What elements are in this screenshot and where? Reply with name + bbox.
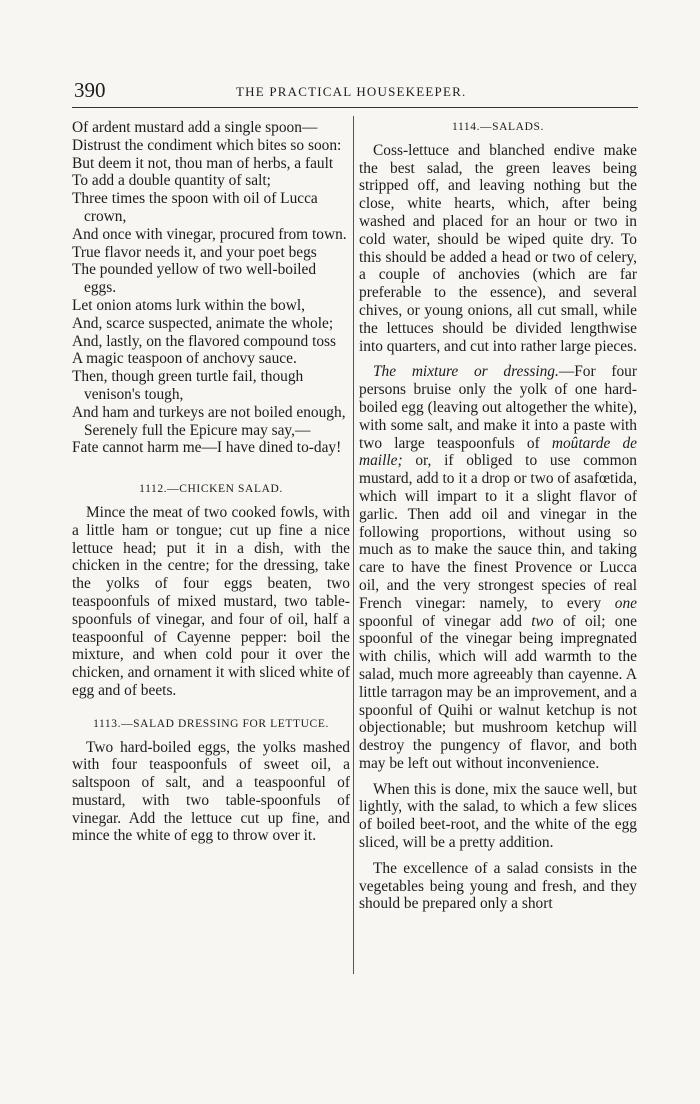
verse-line: Serenely full the Epicure may say,— — [84, 421, 311, 439]
two-italic: two — [531, 612, 554, 630]
header-rule — [72, 107, 638, 108]
one-italic: one — [614, 594, 637, 612]
salads-text: Coss-lettuce and blanched endive make the best salad, the green leaves being stripped off, and leaving nothing but the close, white hearts, which, after being washed and placed for an hour or two in cold water, should be wiped quite dry. To this should be added a head or two of celery, a couple of anchovies (which are far preferable to the essence), and several chives, or young onions, all cut small, while the lettuces should be divided lengthwise into quarters, and cut into rather large pieces. — [359, 141, 637, 355]
dressing-text-2: or, if obliged to use common mustard, add to it a drop or two of asafœtida, which will impart to it a slight flavor of garlic. Then add oil and vinegar in the following proportions, without using so much as to make the sauce thin, and taking care to have the finest Provence or Lucca oil, and the very strongest species of real French vinegar: namely, to every — [359, 452, 637, 612]
moutarde-italic: moûtarde de maille; — [359, 434, 637, 470]
dressing-text-4: of oil; one spoonful of the vinegar being impregnated with chilis, which will add warmth to the salad, much more agreeably than cayenne. A little tarragon may be an improvement, and a spoonful of Quihi or walnut ketchup is not objectionable; but mushroom ketchup will destroy the pungency of flavor, and both may be left out without inconvenience. — [359, 612, 638, 772]
verse-line: Let onion atoms lurk within the bowl, — [72, 296, 305, 314]
page-number: 390 — [74, 78, 106, 102]
verse-line: And ham and turkeys are not boiled enough, — [72, 403, 346, 421]
excellence-paragraph: The excellence of a salad consists in the vegetables being young and fresh, and they should be prepared only a short — [359, 859, 637, 913]
poem — [72, 119, 350, 457]
dressing-paragraph — [359, 363, 637, 772]
verse-line: But deem it not, thou man of herbs, a fault — [72, 154, 334, 172]
verse-line: And, lastly, on the flavored compound toss — [72, 332, 337, 350]
verse-line: And, scarce suspected, animate the whole; — [72, 314, 334, 332]
verse-line: True flavor needs it, and your poet begs — [72, 243, 317, 261]
lettuce-dressing-heading: 1113.—SALAD DRESSING FOR LETTUCE. — [93, 717, 329, 730]
verse-line: Distrust the condiment which bites so soon: — [72, 136, 342, 154]
running-head: THE PRACTICAL HOUSEKEEPER. — [236, 84, 467, 99]
salads-heading: 1114.—SALADS. — [452, 121, 544, 133]
verse-line: Of ardent mustard add a single spoon— — [72, 119, 318, 136]
right-column — [359, 119, 637, 913]
dressing-text-1: —For four persons bruise only the yolk of one hard-boiled egg (leaving out altogether the white), with some salt, and make it into a paste with two large teaspoonfuls of — [359, 363, 637, 452]
lettuce-dressing-text: Two hard-boiled eggs, the yolks mashed with four teaspoonfuls of sweet oil, a saltspoon of salt, and a teaspoonful of mustard, with two table-spoonfuls of vinegar. Add the lettuce cut up fine, and mince the white of egg to throw over it. — [72, 738, 350, 845]
dressing-lead: The mixture or dressing. — [373, 363, 559, 381]
verse-line: Three times the spoon with oil of Lucca crown, — [72, 190, 318, 225]
verse-line: Fate cannot harm me—I have dined to-day! — [72, 439, 342, 457]
verse-line: A magic teaspoon of anchovy sauce. — [72, 350, 297, 368]
verse-line: Then, though green turtle fail, though venison's tough, — [72, 368, 304, 403]
left-column — [72, 119, 350, 845]
mix-paragraph: When this is done, mix the sauce well, but lightly, with the salad, to which a few slices of boiled beet-root, and the white of the egg sliced, will be a pretty addition. — [359, 780, 637, 852]
verse-line: And once with vinegar, procured from town. — [72, 225, 347, 243]
verse-line: To add a double quantity of salt; — [72, 172, 271, 190]
dressing-text-3: spoonful of vinegar add — [359, 612, 532, 630]
verse-line: The pounded yellow of two well-boiled eggs. — [72, 261, 317, 297]
chicken-salad-heading: 1112.—CHICKEN SALAD. — [139, 483, 283, 496]
chicken-salad-text: Mince the meat of two cooked fowls, with a little ham or tongue; cut up fine a nice lettuce head; put it in a dish, with the chicken in the centre; for the dressing, take the yolks of four eggs beaten, two teaspoonfuls of mixed mustard, two table-spoonfuls of vinegar, and four of oil, half a teaspoonful of Cayenne pepper: boil the mixture, and when cold pour it over the chicken, and ornament it with sliced white of egg and of beets. — [72, 503, 350, 699]
column-divider — [353, 116, 354, 974]
